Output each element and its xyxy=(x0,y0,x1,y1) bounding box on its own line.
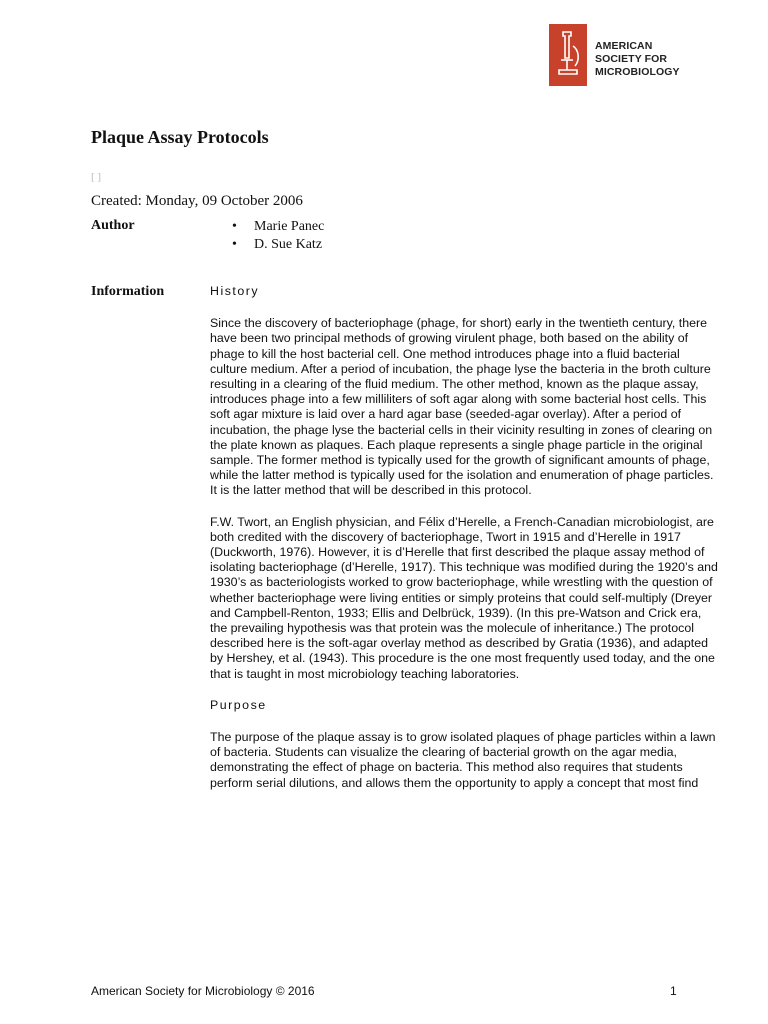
history-paragraph-2: F.W. Twort, an English physician, and Félix d’Herelle, a French-Canadian microbiologist, are both credited with the discovery of bacteriophage, Twort in 1915 and d’Herelle in 1917 (Duckworth, 1976). However, it is d’Herelle that first described the plaque assay method of isolating bacteriophage (d’Herelle, 1917). This technique was modified during the 1920’s and 1930’s as bacteriologists worked to grow bacteriophage, while wrestling with the question of whether bacteriophage were living entities or simply proteins that could self-multiply (Dreyer and Campbell-Renton, 1933; Ellis and Delbrück, 1939). (In this pre-Watson and Crick era, the prevailing hypothesis was that protein was the molecule of inheritance.) The protocol described here is the soft-agar overlay method as described by Gratia (1936), and adapted by Hershey, et al. (1943). This procedure is the one most frequently used today, and the one that is taught in most microbiology teaching laboratories. xyxy=(210,514,718,681)
created-date: Created: Monday, 09 October 2006 xyxy=(91,193,303,209)
logo-line-2: SOCIETY FOR xyxy=(595,53,668,65)
logo-line-3: MICROBIOLOGY xyxy=(595,66,680,78)
purpose-paragraph-1: The purpose of the plaque assay is to grow isolated plaques of phage particles within a lawn of bacteria. Students can visualize the clearing of bacterial growth on the agar media, demonstrating the effect of phage on bacteria. This method also requires that students perform serial dilutions, and allows them the opportunity to apply a concept that most find xyxy=(210,730,716,790)
information-label: Information xyxy=(91,284,165,299)
asm-logo xyxy=(549,24,759,88)
history-paragraph-1: Since the discovery of bacteriophage (phage, for short) early in the twentieth century, there have been two principal methods of growing virulent phage, both based on the ability of phage to kill the host bacterial cell. One method introduces phage into a fluid bacterial culture medium. After a period of incubation, the phage lyse the bacteria in the broth culture resulting in a clearing of the fluid medium. The other method, known as the plaque assay, introduces phage into a few milliliters of soft agar along with some bacterial host cells. This soft agar mixture is laid over a hard agar base (seeded-agar overlay). After a period of incubation, the phage lyse the bacterial cells in their vicinity resulting in zones of clearing on the plate known as plaques. Each plaque represents a single phage particle in the original sample. The former method is typically used for the growth of significant amounts of phage, while the latter method is typically used for the isolation and enumeration of phage particles. It is the latter method that will be described in this protocol. xyxy=(210,316,714,498)
logo-mark xyxy=(549,24,587,86)
image-placeholder: [ ] xyxy=(91,171,102,183)
author-item: • Marie Panec xyxy=(232,218,324,236)
footer-copyright: American Society for Microbiology © 2016 xyxy=(91,984,315,998)
author-label: Author xyxy=(91,218,135,233)
author-item: • D. Sue Katz xyxy=(232,236,324,254)
author-list xyxy=(232,218,324,254)
information-content xyxy=(210,284,720,807)
document-title: Plaque Assay Protocols xyxy=(91,127,269,147)
logo-line-1: AMERICAN xyxy=(595,40,653,52)
purpose-heading: Purpose xyxy=(210,697,267,712)
page-number: 1 xyxy=(670,984,677,998)
history-heading: History xyxy=(210,284,260,298)
logo-wordmark xyxy=(595,40,680,79)
microscope-icon xyxy=(549,24,587,86)
